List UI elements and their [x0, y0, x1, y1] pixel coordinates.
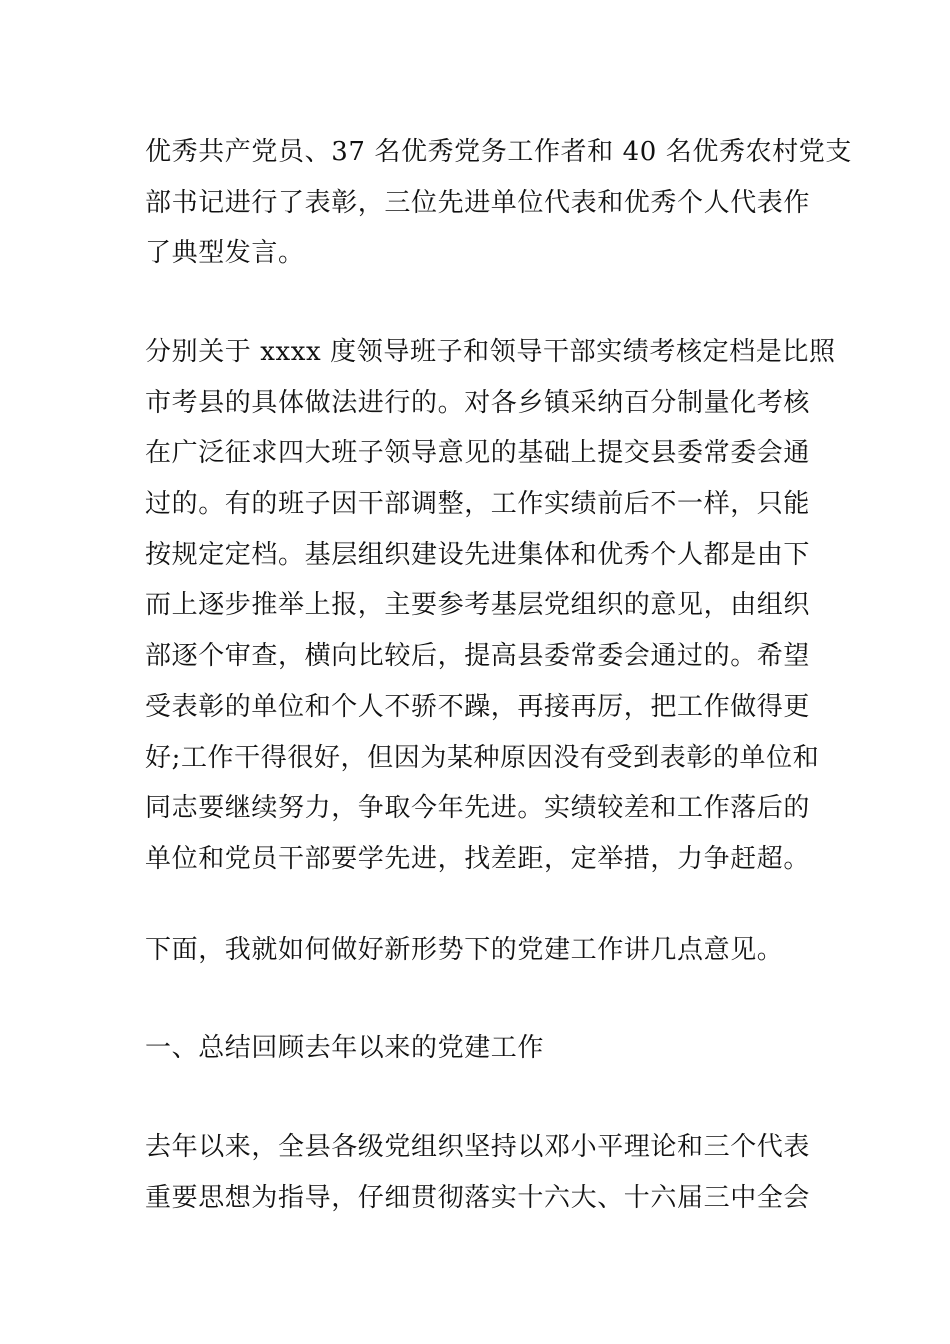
text-line: 同志要继续努力，争取今年先进。实绩较差和工作落后的	[145, 793, 811, 824]
text-line: 分别关于 xxxx 度领导班子和领导干部实绩考核定档是比照	[145, 337, 836, 367]
paragraph-commendation	[145, 127, 852, 279]
paragraph-review	[145, 1122, 810, 1223]
text-line: 按规定定档。基层组织建设先进集体和优秀个人都是由下	[145, 539, 811, 570]
heading-text: 一、总结回顾去年以来的党建工作	[145, 1033, 545, 1063]
text-line: 了典型发言。	[145, 238, 305, 269]
text-line: 部书记进行了表彰，三位先进单位代表和优秀个人代表作	[145, 187, 811, 218]
text-line: 受表彰的单位和个人不骄不躁，再接再厉，把工作做得更	[145, 691, 811, 722]
text-line: 市考县的具体做法进行的。对各乡镇采纳百分制量化考核	[145, 387, 811, 418]
paragraph-transition	[145, 925, 810, 976]
text-line: 过的。有的班子因干部调整，工作实绩前后不一样，只能	[145, 489, 811, 520]
text-line: 重要思想为指导，仔细贯彻落实十六大、十六届三中全会	[145, 1182, 811, 1213]
paragraph-assessment	[145, 327, 836, 885]
text-line: 在广泛征求四大班子领导意见的基础上提交县委常委会通	[145, 438, 811, 469]
text-line: 好;工作干得很好，但因为某种原因没有受到表彰的单位和	[145, 742, 820, 773]
text-line: 单位和党员干部要学先进，找差距，定举措，力争赶超。	[145, 843, 811, 874]
text-line: 去年以来，全县各级党组织坚持以邓小平理论和三个代表	[145, 1132, 811, 1162]
text-line: 下面，我就如何做好新形势下的党建工作讲几点意见。	[145, 935, 784, 965]
text-line: 而上逐步推举上报，主要参考基层党组织的意见，由组织	[145, 590, 811, 621]
text-line: 优秀共产党员、37 名优秀党务工作者和 40 名优秀农村党支	[145, 137, 852, 167]
text-line: 部逐个审查，横向比较后，提高县委常委会通过的。希望	[145, 641, 811, 672]
section-heading	[145, 1023, 810, 1074]
